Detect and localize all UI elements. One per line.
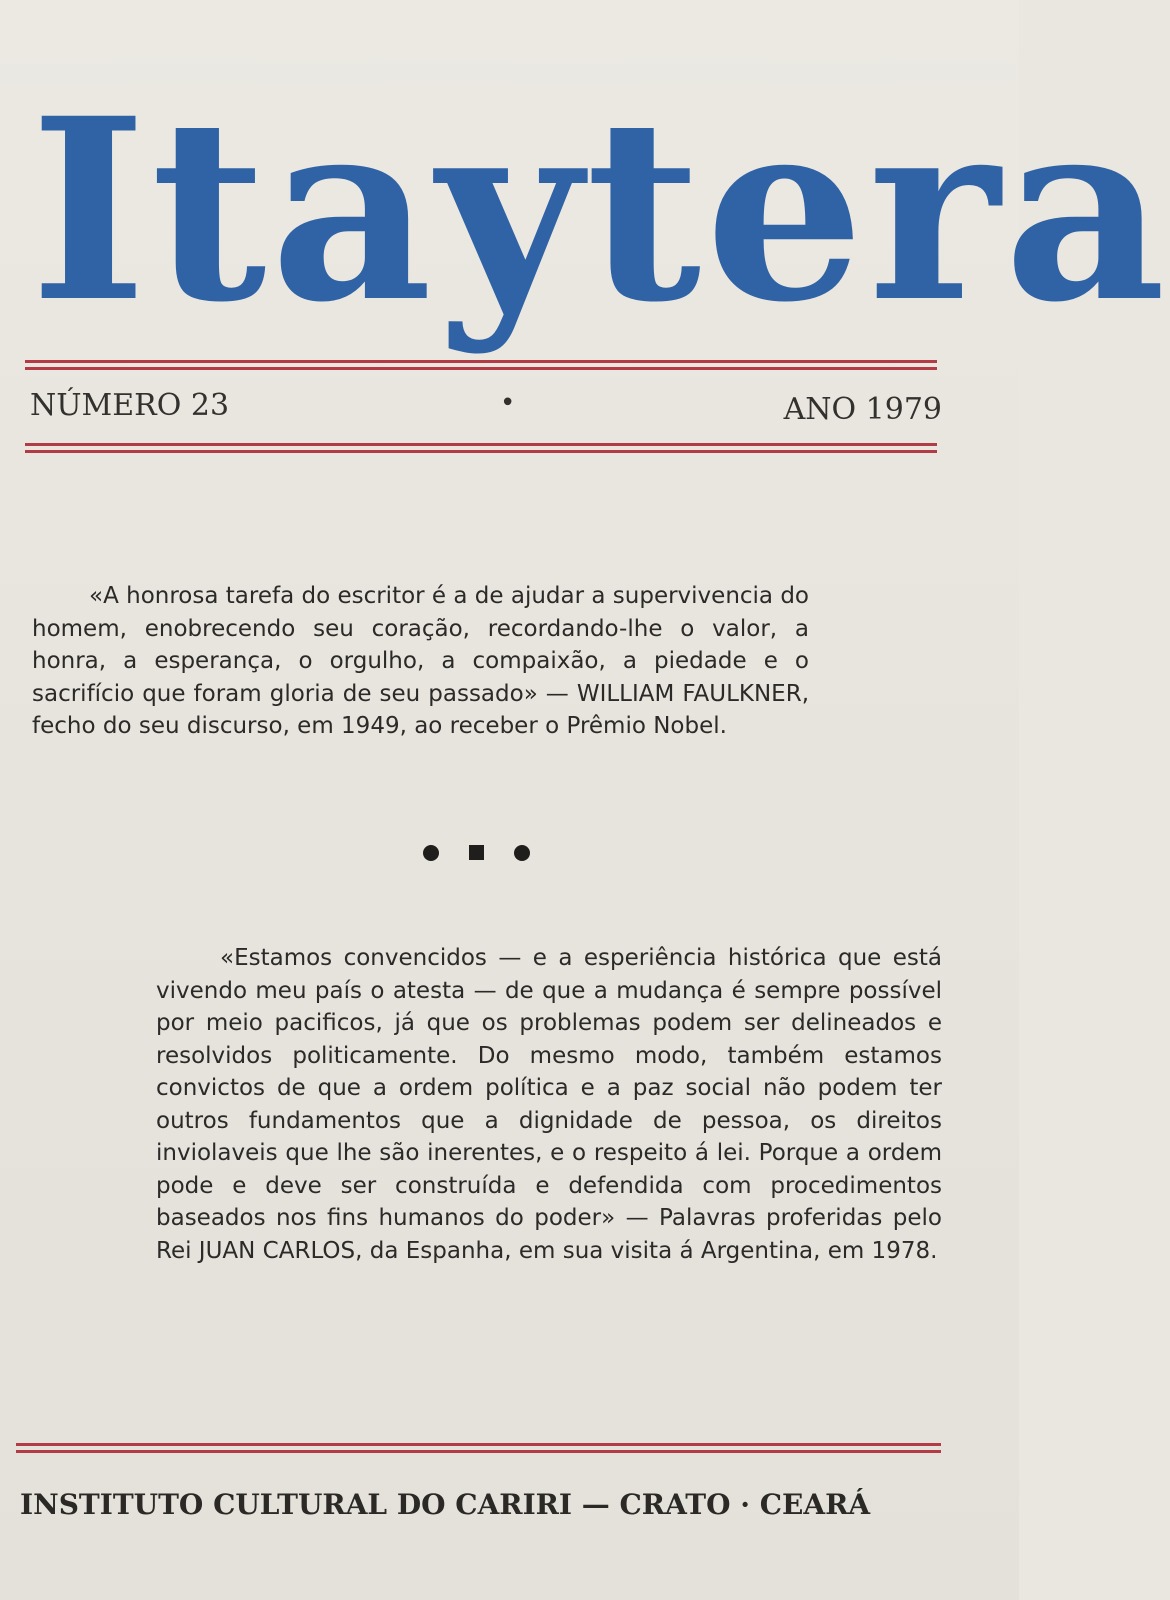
publisher-footer: INSTITUTO CULTURAL DO CARIRI — CRATO · CEARÁ xyxy=(20,1488,871,1521)
separator-square-icon xyxy=(469,845,484,860)
issue-number: NÚMERO 23 xyxy=(30,388,230,423)
top-double-rule xyxy=(25,360,937,370)
ornamental-separator xyxy=(423,843,543,863)
masthead-title: Itaytera xyxy=(30,63,1170,357)
middle-double-rule xyxy=(25,443,937,453)
juan-carlos-quote: «Estamos convencidos — e a esperiência histórica que está vivendo meu país o atesta — de que a mudança é sempre possível por meio pacificos, já que os problemas podem ser delineados e resolvidos politicamente. Do mesmo modo, também estamos convictos de que a ordem política e a paz social não podem ter outros fundamentos que a dignidade de pessoa, os direitos inviolaveis que lhe são inerentes, e o respeito á lei. Porque a ordem pode e deve ser construída e defendida com procedimentos baseados nos fins humanos do poder» — Palavras proferidas pelo Rei JUAN CARLOS, da Espanha, em sua visita á Argentina, em 1978. xyxy=(156,945,942,1264)
issue-info-row xyxy=(30,388,942,428)
bottom-double-rule xyxy=(16,1443,941,1453)
faulkner-quote: «A honrosa tarefa do escritor é a de ajudar a supervivencia do homem, enobrecendo seu coração, recordando-lhe o valor, a honra, a esperança, o orgulho, a compaixão, a piedade e o sacrifício que foram gloria de seu passado» — WILLIAM FAULKNER, fecho do seu discurso, em 1949, ao receber o Prêmio Nobel. xyxy=(32,583,810,739)
issue-year: ANO 1979 xyxy=(783,392,942,427)
issue-separator-dot: • xyxy=(500,388,516,418)
separator-dot-icon xyxy=(423,845,439,861)
separator-dot-icon xyxy=(514,845,530,861)
